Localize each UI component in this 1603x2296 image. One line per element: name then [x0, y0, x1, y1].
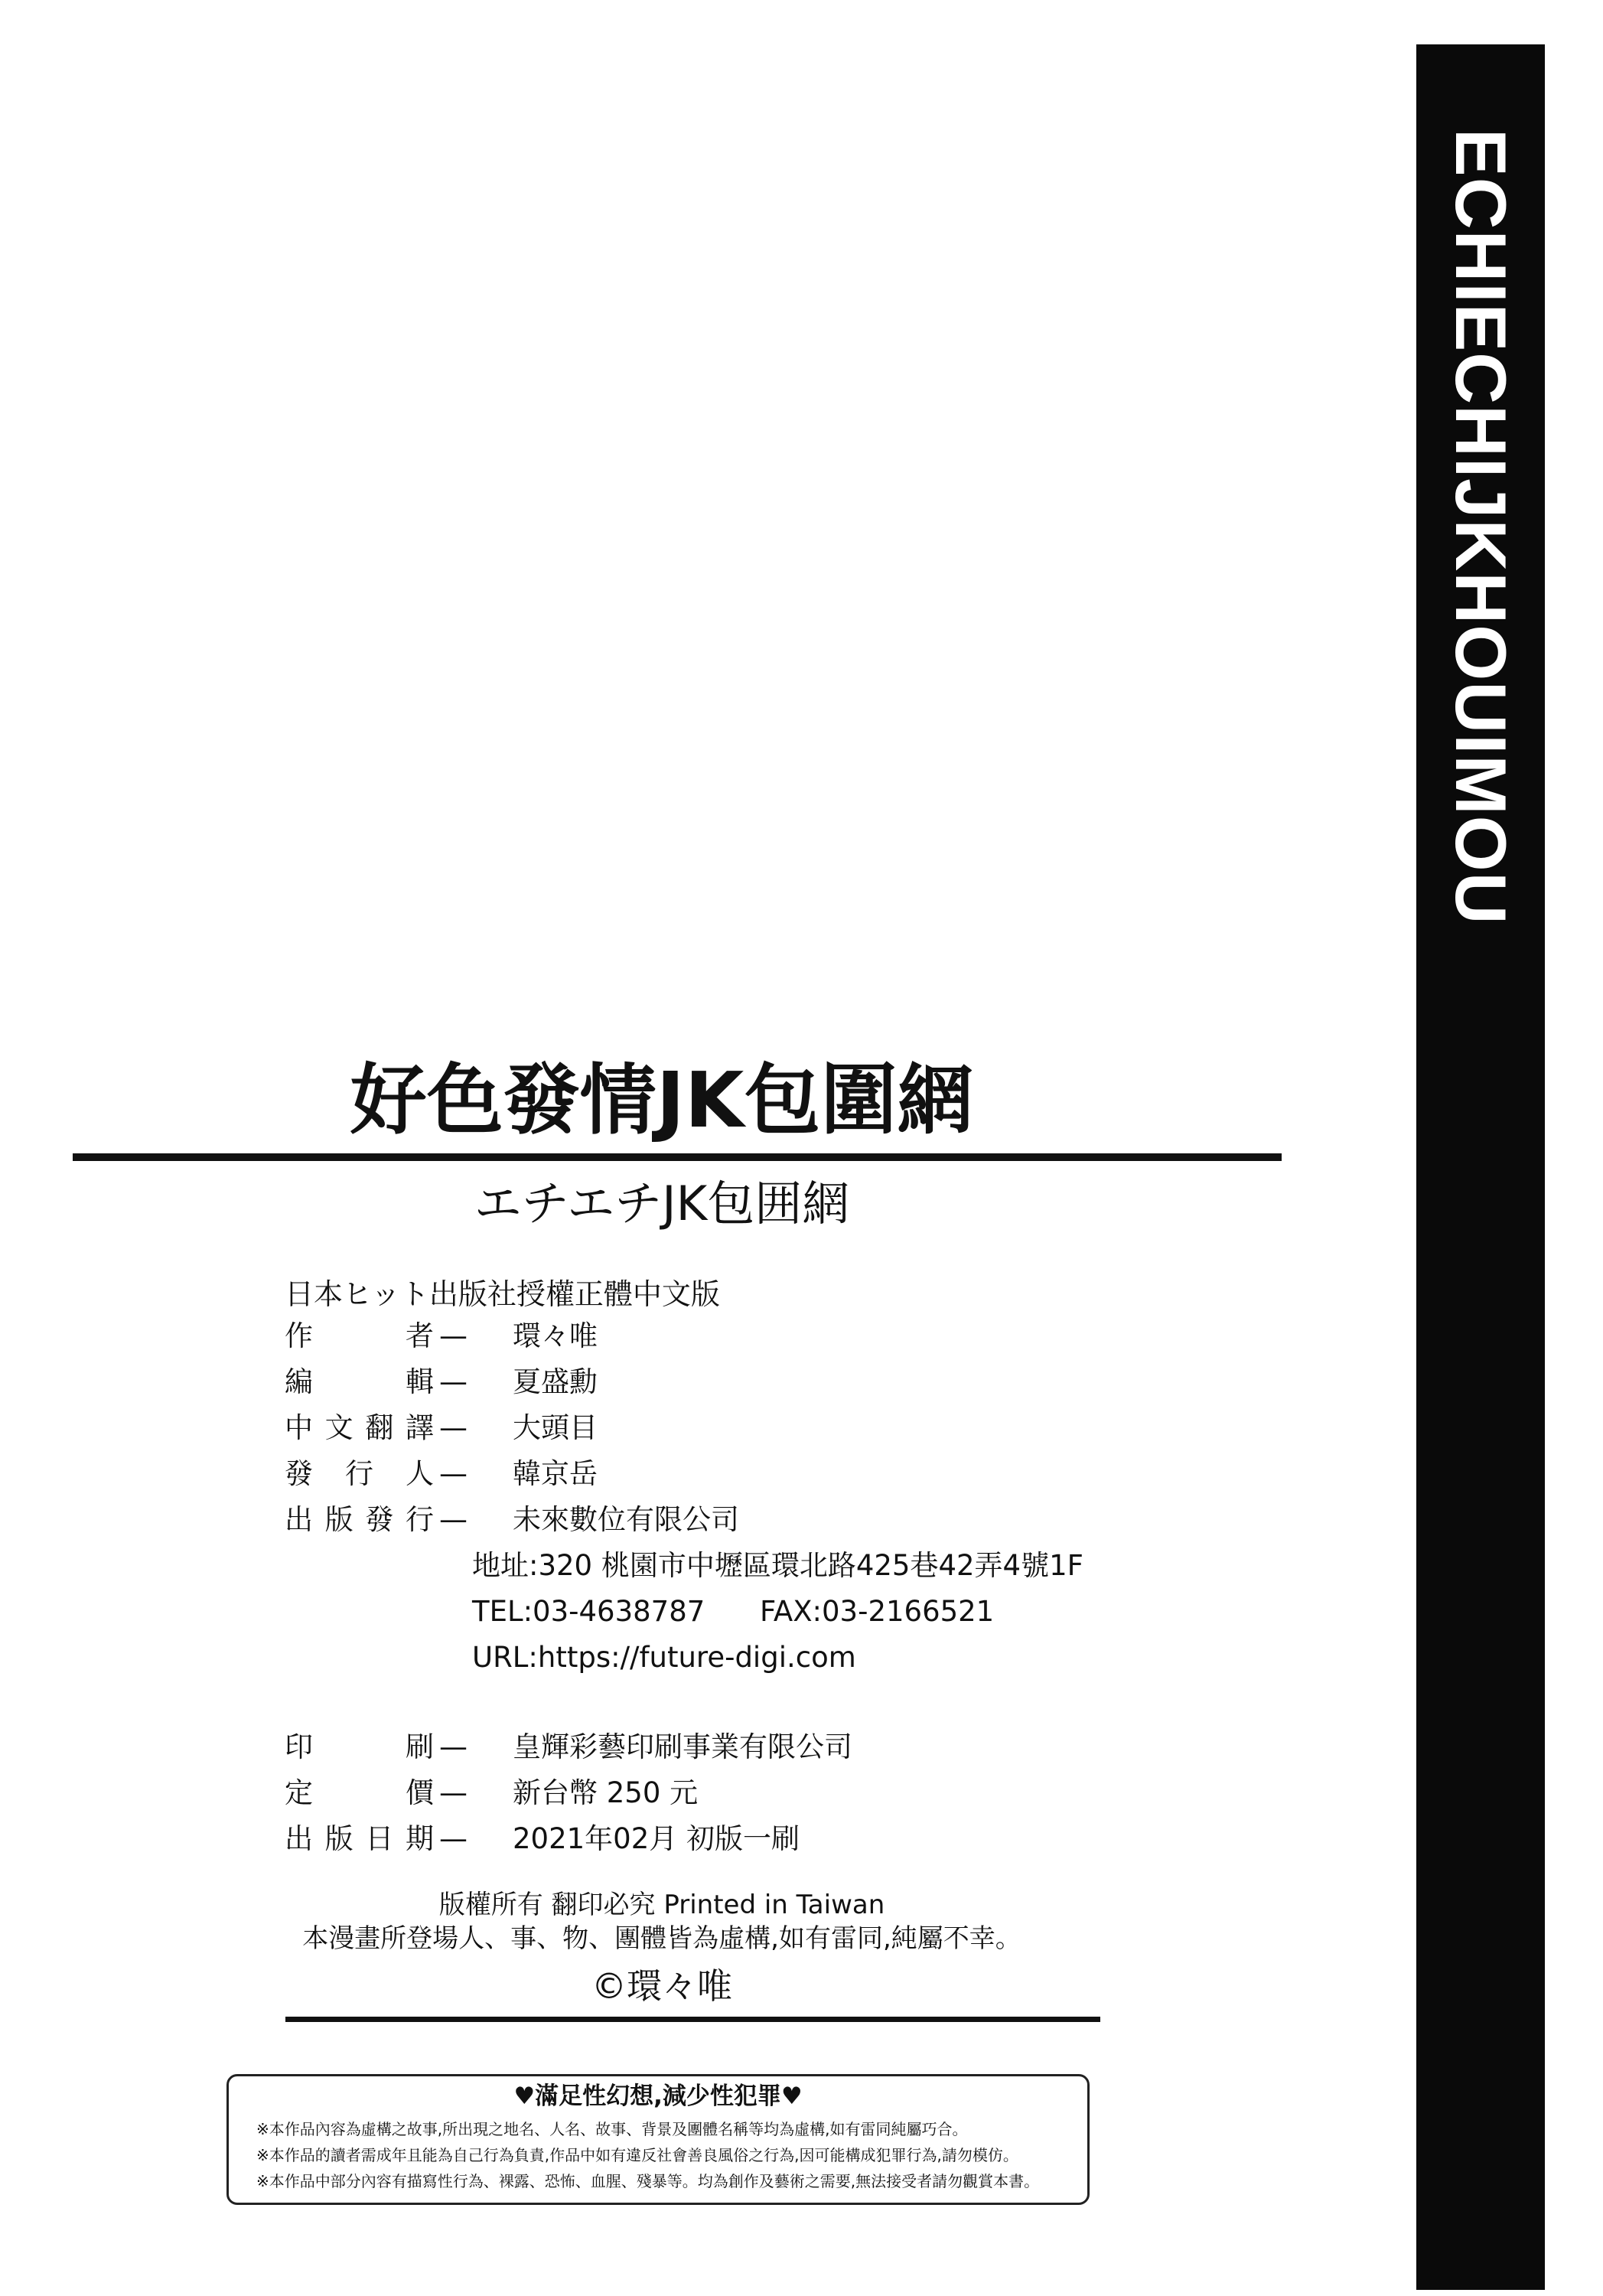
notice-title	[229, 2079, 1087, 2113]
credit-value: 環々唯	[513, 1319, 598, 1352]
publisher-url: URL:https://future-digi.com	[472, 1641, 856, 1674]
credit-label: 定價	[285, 1776, 434, 1809]
heart-icon: ♥	[513, 2082, 536, 2110]
title-divider	[73, 1153, 1282, 1161]
spine-title: ECHIECHIJKHOUIMOU	[1441, 129, 1521, 925]
credit-label: 印刷	[285, 1730, 434, 1763]
credit-label: 中文翻譯	[285, 1411, 434, 1444]
credit-label: 出版日期	[285, 1822, 434, 1855]
credit-value: 韓京岳	[513, 1457, 598, 1490]
credit-dash: —	[439, 1319, 468, 1352]
rights-line: 版權所有 翻印必究 Printed in Taiwan	[438, 1890, 885, 1920]
heart-icon: ♥	[780, 2082, 803, 2110]
credit-dash: —	[439, 1822, 468, 1855]
publisher-fax: FAX:03-2166521	[760, 1595, 995, 1628]
credit-value: 大頭目	[513, 1411, 598, 1444]
credit-label: 編輯	[285, 1365, 434, 1398]
credit-label: 作者	[285, 1319, 434, 1352]
bottom-divider	[285, 2017, 1100, 2022]
copyright-notice: ©環々唯	[591, 1965, 732, 2007]
notice-title-text: 滿足性幻想,減少性犯罪	[535, 2082, 781, 2110]
credit-dash: —	[439, 1411, 468, 1444]
credit-value: 2021年02月 初版一刷	[513, 1822, 800, 1855]
book-title: 好色發情JK包圍網	[350, 1055, 974, 1145]
credit-value: 皇輝彩藝印刷事業有限公司	[513, 1730, 852, 1763]
credit-label: 發行人	[285, 1457, 434, 1490]
notice-box	[226, 2074, 1090, 2205]
notice-line: ※本作品內容為虛構之故事,所出現之地名、人名、故事、背景及團體名稱等均為虛構,如有雷同純屬巧合。	[256, 2120, 968, 2138]
publisher-tel: TEL:03-4638787	[472, 1595, 705, 1628]
credit-dash: —	[439, 1365, 468, 1398]
fiction-disclaimer: 本漫畫所登場人、事、物、團體皆為虛構,如有雷同,純屬不幸。	[302, 1923, 1021, 1954]
credit-value: 夏盛勳	[513, 1365, 598, 1398]
book-spine	[1416, 44, 1545, 2290]
credit-dash: —	[439, 1503, 468, 1536]
credit-dash: —	[439, 1457, 468, 1490]
credit-dash: —	[439, 1776, 468, 1809]
credit-dash: —	[439, 1730, 468, 1763]
notice-line: ※本作品中部分內容有描寫性行為、裸露、恐怖、血腥、殘暴等。均為創作及藝術之需要,無法接受者請勿觀賞本書。	[256, 2172, 1040, 2190]
notice-line: ※本作品的讀者需成年且能為自己行為負責,作品中如有違反社會善良風俗之行為,因可能構成犯罪行為,請勿模仿。	[256, 2146, 1018, 2164]
credit-value: 未來數位有限公司	[513, 1503, 739, 1536]
license-line: 日本ヒット出版社授權正體中文版	[285, 1277, 720, 1311]
book-original-title: エチエチJK包囲網	[474, 1176, 850, 1231]
credit-label: 出版發行	[285, 1503, 434, 1536]
credit-value: 新台幣 250 元	[513, 1776, 699, 1809]
publisher-address: 地址:320 桃園市中壢區環北路425巷42弄4號1F	[472, 1549, 1083, 1582]
